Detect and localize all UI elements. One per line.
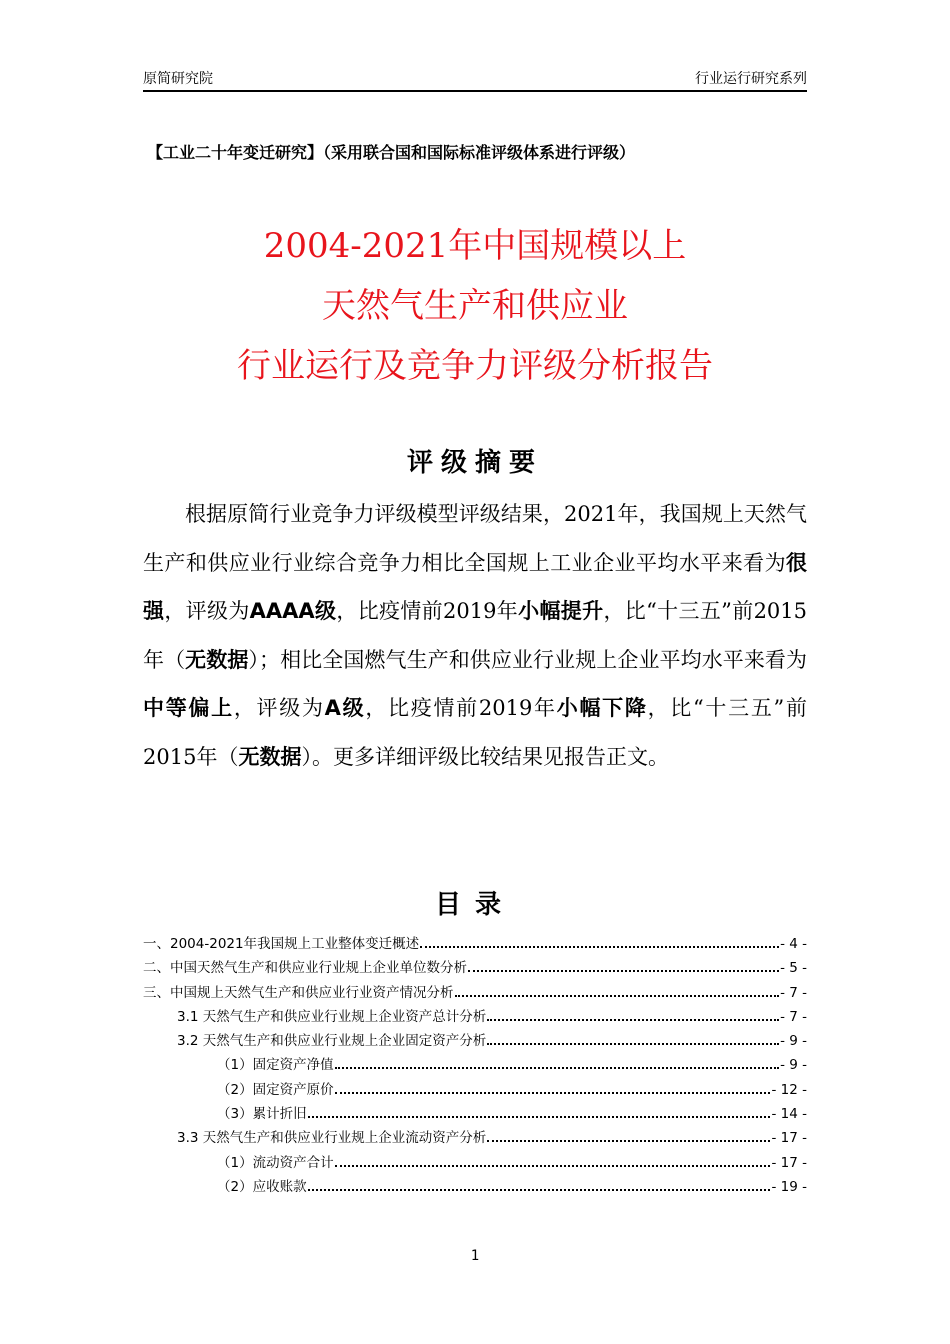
toc-entry-label: （3）累计折旧 <box>217 1106 307 1123</box>
toc-entry-page: - 17 - <box>771 1154 807 1171</box>
page-header <box>143 66 807 92</box>
toc-leader-dots <box>335 1091 771 1094</box>
abstract-text: ，比“十三五”前2015年（ <box>143 696 807 769</box>
toc-leader-dots <box>487 1139 770 1142</box>
abstract-emphasis: 中等偏上 <box>143 696 234 720</box>
toc-leader-dots <box>487 1042 779 1045</box>
toc-entry[interactable] <box>143 981 807 1005</box>
abstract-emphasis: A级 <box>324 696 366 720</box>
abstract-text: ，比疫情前2019年 <box>365 696 557 720</box>
toc-entry[interactable] <box>143 1151 807 1175</box>
table-of-contents <box>143 932 807 1199</box>
toc-entry-page: - 14 - <box>771 1106 807 1123</box>
toc-entry-label: 三、中国规上天然气生产和供应业行业资产情况分析 <box>143 984 454 1001</box>
abstract-emphasis: 很强 <box>143 550 807 623</box>
abstract-text: 根据原简行业竞争力评级模型评级结果，2021年，我国规上天然气生产和供应业行业综合竞争力相比全国规上工业企业平均水平来看为 <box>143 502 807 575</box>
toc-entry-page: - 9 - <box>780 1057 807 1074</box>
toc-entry-label: 3.2 天然气生产和供应业行业规上企业固定资产分析 <box>177 1033 487 1050</box>
toc-entry[interactable] <box>143 932 807 956</box>
abstract-emphasis: 小幅提升 <box>518 599 604 623</box>
toc-entry[interactable] <box>143 1053 807 1077</box>
toc-heading: 目录 <box>434 890 515 920</box>
header-institute: 原简研究院 <box>143 71 213 87</box>
title-line-1: 2004-2021年中国规模以上 <box>263 226 687 266</box>
toc-leader-dots <box>308 1115 771 1118</box>
toc-entry-label: （1）流动资产合计 <box>217 1154 334 1171</box>
toc-entry-page: - 9 - <box>780 1033 807 1050</box>
toc-entry[interactable] <box>143 1102 807 1126</box>
abstract-text: ，评级为 <box>164 599 250 623</box>
title-line-2: 天然气生产和供应业 <box>322 286 628 326</box>
toc-entry-page: - 12 - <box>771 1081 807 1098</box>
series-tag: 【工业二十年变迁研究】（采用联合国和国际标准评级体系进行评级） <box>147 143 636 162</box>
toc-entry[interactable] <box>143 1078 807 1102</box>
title-line-3: 行业运行及竞争力评级分析报告 <box>237 346 713 386</box>
abstract-text: ）；相比全国燃气生产和供应业行业规上企业平均水平来看为 <box>248 647 808 672</box>
toc-entry[interactable] <box>143 1126 807 1150</box>
page-number: 1 <box>470 1248 480 1264</box>
abstract-emphasis: 无数据 <box>238 744 302 769</box>
toc-entry[interactable] <box>143 1029 807 1053</box>
abstract-emphasis: AAAA级 <box>249 599 337 623</box>
toc-entry-label: 3.1 天然气生产和供应业行业规上企业资产总计分析 <box>177 1008 487 1025</box>
toc-entry-label: 一、2004-2021年我国规上工业整体变迁概述 <box>143 936 420 952</box>
toc-leader-dots <box>468 969 779 972</box>
toc-entry-page: - 7 - <box>780 984 807 1001</box>
toc-leader-dots <box>335 1066 779 1069</box>
toc-entry-label: 3.3 天然气生产和供应业行业规上企业流动资产分析 <box>177 1130 487 1147</box>
toc-leader-dots <box>455 994 780 997</box>
toc-entry[interactable] <box>143 1175 807 1199</box>
abstract-heading: 评级摘要 <box>406 448 543 478</box>
toc-entry-label: （1）固定资产净值 <box>217 1057 334 1074</box>
toc-leader-dots <box>487 1018 779 1021</box>
toc-leader-dots <box>420 945 779 948</box>
toc-entry[interactable] <box>143 1005 807 1029</box>
abstract-text: ，评级为 <box>233 696 325 720</box>
toc-leader-dots <box>335 1164 771 1167</box>
toc-entry-label: 二、中国天然气生产和供应业行业规上企业单位数分析 <box>143 960 467 977</box>
toc-entry-page: - 7 - <box>780 1008 807 1025</box>
abstract-emphasis: 小幅下降 <box>556 696 648 720</box>
report-title <box>100 216 850 396</box>
toc-leader-dots <box>308 1188 771 1191</box>
abstract-text: ，比疫情前2019年 <box>336 599 519 623</box>
toc-entry[interactable] <box>143 956 807 980</box>
abstract-emphasis: 无数据 <box>185 647 249 672</box>
toc-entry-page: - 17 - <box>771 1130 807 1147</box>
abstract-text: ，比“十三五”前2015年（ <box>143 599 808 672</box>
abstract-paragraph <box>143 490 807 781</box>
toc-entry-page: - 19 - <box>771 1178 807 1195</box>
toc-entry-page: - 5 - <box>780 960 807 977</box>
toc-entry-label: （2）应收账款 <box>217 1178 307 1195</box>
header-series: 行业运行研究系列 <box>695 71 807 87</box>
toc-entry-page: - 4 - <box>780 936 807 952</box>
abstract-text: ）。更多详细评级比较结果见报告正文。 <box>301 744 669 769</box>
toc-entry-label: （2）固定资产原价 <box>217 1081 334 1098</box>
